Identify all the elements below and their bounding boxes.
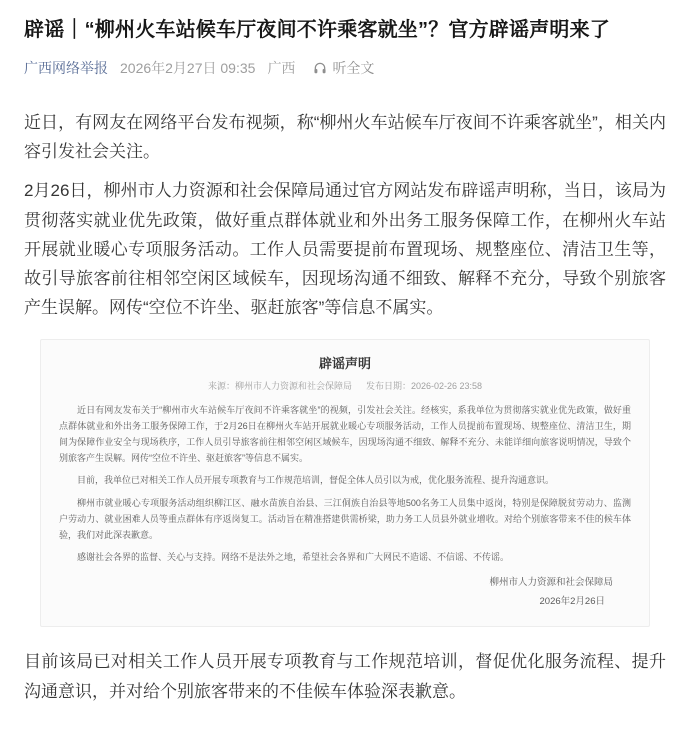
publish-location: 广西 xyxy=(267,60,296,76)
statement-source: 来源：柳州市人力资源和社会保障局 xyxy=(207,380,352,391)
listen-label: 听全文 xyxy=(332,60,375,76)
source-account-link[interactable]: 广西网络举报 xyxy=(24,60,108,76)
body-paragraph: 2月26日，柳州市人力资源和社会保障局通过官方网站发布辟谣声明称，当日，该局为贯彻落实就业优先政策，做好重点群体就业和外出务工服务保障工作，在柳州火车站开展就业暖心专项服务活动。工作人员需要提前布置现场、规整座位、清洁卫生等，故引导旅客前往相邻空闲区域候车，因现场沟通不细致、解释不充分，导致个别旅客产生误解。网传“空位不许坐、驱赶旅客”等信息不属实。 xyxy=(24,181,666,318)
statement-paragraph: 感谢社会各界的监督、关心与支持。网络不是法外之地，希望社会各界和广大网民不造谣、不信谣、不传谣。 xyxy=(77,552,510,563)
publish-datetime: 2026年2月27日 09:35 xyxy=(120,60,256,76)
statement-paragraph: 近日有网友发布关于“柳州市火车站候车厅夜间不许乘客就坐”的视频，引发社会关注。经核实，系我单位为贯彻落实就业优先政策，做好重点群体就业和外出务工服务保障工作，于2月26日在柳州火车站开展就业暖心专项服务活动，工作人员提前布置现场、规整座位、清洁卫生，期间为保障作业安全与现场秩序，工作人员引导旅客前往相邻空闲区域候车，因现场沟通不细致、解释不充分、未能详细向旅客说明情况，导致个别旅客产生误解。网传“空位不许坐、驱赶旅客”等信息不属实。 xyxy=(59,404,631,464)
closing-paragraph: 目前该局已对相关工作人员开展专项教育与工作规范培训，督促优化服务流程、提升沟通意识，并对给个别旅客带来的不佳候车体验深表歉意。 xyxy=(24,652,666,701)
statement-source-line xyxy=(59,379,631,392)
statement-paragraph: 目前，我单位已对相关工作人员开展专项教育与工作规范培训，督促全体人员引以为戒，优化服务流程、提升沟通意识。 xyxy=(77,475,555,486)
statement-title: 辟谣声明 xyxy=(318,355,371,371)
statement-image[interactable] xyxy=(40,339,650,628)
body-paragraph: 近日，有网友在网络平台发布视频，称“柳州火车站候车厅夜间不许乘客就坐”，相关内容引发社会关注。 xyxy=(24,113,666,162)
headphone-icon xyxy=(313,61,327,75)
statement-signature-date: 2026年2月26日 xyxy=(539,596,605,608)
statement-publish-date: 发布日期：2026-02-26 23:58 xyxy=(365,380,483,391)
statement-signature-org: 柳州市人力资源和社会保障局 xyxy=(489,577,613,589)
statement-signature-block xyxy=(59,573,631,611)
article-title: 辟谣｜“柳州火车站候车厅夜间不许乘客就坐”？官方辟谣声明来了 xyxy=(24,19,610,41)
statement-paragraph: 柳州市就业暖心专项服务活动组织柳江区、融水苗族自治县、三江侗族自治县等地500名务工人员集中返岗，特别是保障脱贫劳动力、监测户劳动力、就业困难人员等重点群体有序返岗复工。活动旨在精准搭建供需桥梁，助力务工人员县外就业增收。对给个别旅客带来不佳的候车体验，我们对此深表歉意。 xyxy=(59,497,631,540)
listen-full-text-button[interactable] xyxy=(313,58,374,78)
article-meta-bar xyxy=(24,58,666,78)
article-body xyxy=(24,108,666,706)
